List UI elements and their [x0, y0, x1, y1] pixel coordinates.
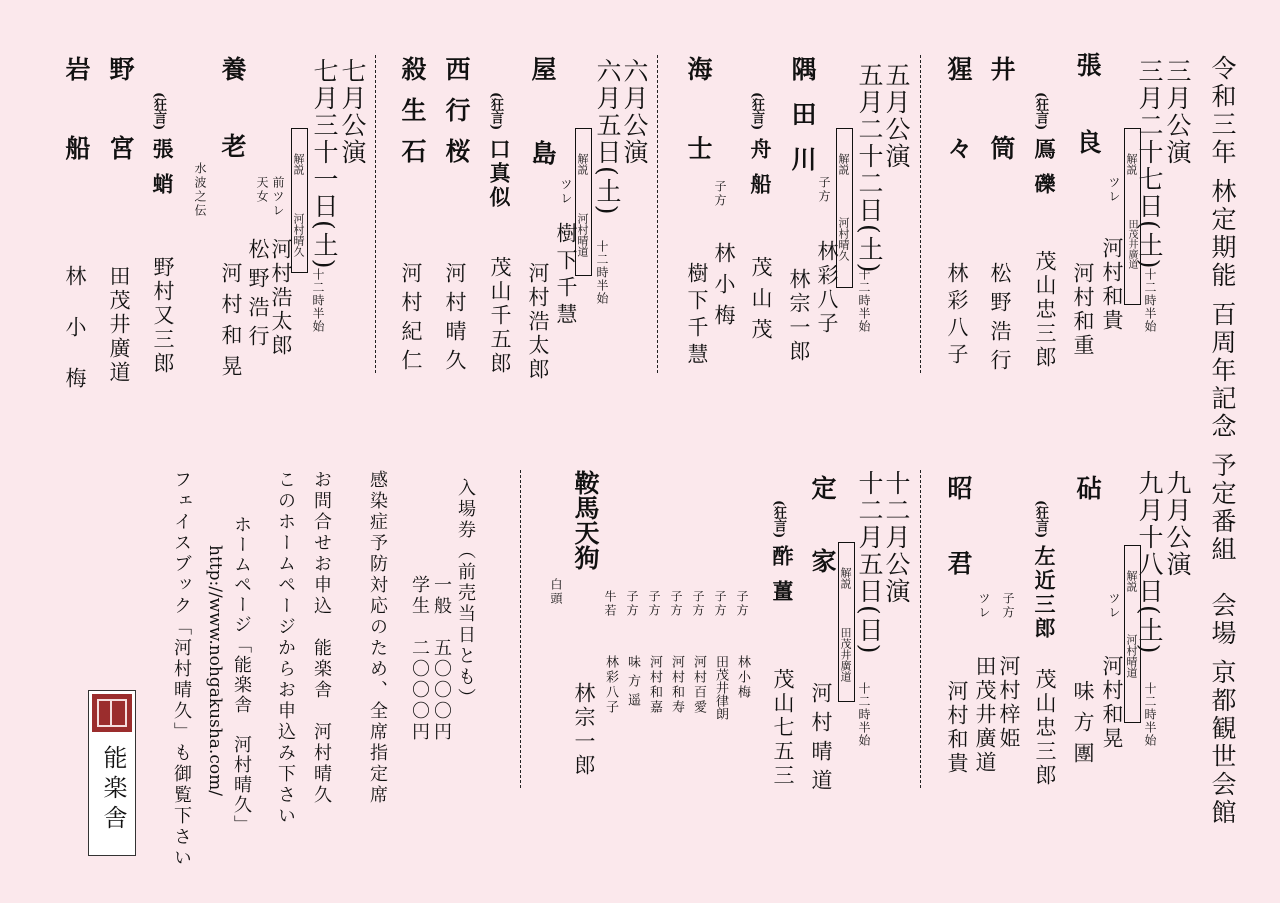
- may-start-time: 十二時半始: [857, 268, 871, 333]
- december-kid-2: 田茂井律朗: [713, 655, 728, 720]
- december-role-2: 子方: [713, 590, 727, 618]
- may-name-chisato: 樹下千慧: [685, 262, 709, 370]
- december-date: 十二月五日(日): [855, 470, 884, 656]
- december-kid-1: 林小梅: [735, 655, 750, 700]
- kaisetsu-label: 解説: [1125, 570, 1138, 592]
- december-heading: 十二月公演: [882, 470, 911, 605]
- june-kaisetsu-name: 河村晴道: [576, 213, 589, 257]
- september-kyogen-play: 左近三郎: [1032, 545, 1057, 641]
- july-play-saigyozakura: 西行桜: [442, 56, 471, 179]
- kaisetsu-label: 解説: [292, 153, 305, 175]
- separator-line: [920, 470, 921, 788]
- december-role-4: 子方: [669, 590, 683, 618]
- ticket-title: 入場券（前売当日とも）: [455, 478, 476, 709]
- kaisetsu-label: 解説: [576, 153, 589, 175]
- december-kaisetsu-box: [838, 542, 855, 702]
- may-date: 五月二十二日(土): [855, 62, 884, 275]
- july-play-sesshoseki: 殺生石: [398, 56, 427, 179]
- september-kyogen-mark: (狂言): [1033, 500, 1048, 539]
- july-play-nonomiya: 野宮: [106, 56, 135, 214]
- september-name-azusa: 河村梓姫: [997, 655, 1021, 751]
- december-kyogen-name: 茂山七五三: [771, 668, 795, 788]
- march-kaisetsu-box: [1124, 128, 1141, 305]
- september-kyogen-name: 茂山忠三郎: [1033, 668, 1057, 788]
- june-name-kotaro: 河村浩太郎: [526, 262, 550, 382]
- july-name-kotaro: 河村浩太郎: [269, 238, 293, 358]
- december-role-5: 子方: [647, 590, 661, 618]
- september-role-tsure: ツレ: [1107, 592, 1121, 620]
- may-role-kokata2: 子方: [713, 180, 727, 208]
- march-kyogen-play: 鳫礫: [1032, 138, 1057, 208]
- contact-line: お問合せお申込 能楽舎 河村晴久: [311, 470, 332, 806]
- september-kaisetsu-name: 河村晴道: [1125, 634, 1138, 678]
- june-play-shima: 島: [528, 140, 557, 165]
- march-start-time: 十二時半始: [1143, 268, 1157, 333]
- march-play-shojo: 猩々: [944, 56, 973, 214]
- september-play-shokun: 昭君: [944, 475, 973, 625]
- december-play-teika: 定家: [808, 475, 837, 621]
- july-sub-suiha: 水波之伝: [193, 162, 207, 218]
- september-name-mikata: 味方團: [1071, 680, 1095, 773]
- homepage-line: ホームページ「能楽舎 河村晴久」: [231, 515, 252, 835]
- june-play-ya: 屋: [528, 56, 557, 81]
- september-role-tsure2: ツレ: [977, 592, 991, 620]
- december-kyogen-mark: (狂言): [771, 500, 786, 539]
- march-role-tsure: ツレ: [1107, 176, 1121, 204]
- june-kyogen-play: 口真似: [487, 138, 512, 210]
- july-kyogen-name: 野村又三郎: [151, 256, 175, 376]
- ticket-general: 一般 五〇〇〇円: [431, 575, 452, 743]
- may-kaisetsu-name: 河村晴久: [837, 217, 850, 261]
- march-kyogen-mark: (狂言): [1033, 92, 1048, 131]
- may-kyogen-name: 茂山茂: [749, 256, 773, 349]
- may-play-sumidagawa: 隅田川: [788, 56, 817, 191]
- december-sub-hakuto: 白頭: [549, 578, 563, 606]
- may-play-ama: 海士: [684, 56, 713, 214]
- september-start-time: 十二時半始: [1143, 682, 1157, 747]
- may-name-koume: 林小梅: [712, 242, 736, 335]
- december-role-3: 子方: [691, 590, 705, 618]
- march-name-matsuno: 松野浩行: [988, 262, 1012, 378]
- nohgakusha-logo: [88, 690, 136, 856]
- july-name-tamoi: 田茂井廣道: [107, 265, 131, 385]
- july-play-yoro: 養老: [218, 56, 247, 210]
- may-heading: 五月公演: [882, 62, 911, 170]
- july-date: 七月三十一日(土): [310, 58, 339, 271]
- september-role-kokata: 子方: [1001, 592, 1015, 620]
- july-heading: 七月公演: [338, 58, 367, 166]
- page-title: 令和三年 林定期能 百周年記念 予定番組 会場 京都観世会館: [1208, 55, 1237, 827]
- september-heading: 九月公演: [1163, 470, 1192, 578]
- june-role-tsure: ツレ: [559, 178, 573, 206]
- march-name-hayashi: 林彩八子: [945, 262, 969, 370]
- june-heading: 六月公演: [620, 58, 649, 166]
- december-role-6: 子方: [625, 590, 639, 618]
- march-play-choryo: 張良: [1073, 52, 1102, 206]
- september-date: 九月十八日(土): [1135, 470, 1164, 656]
- july-start-time: 十二時半始: [311, 268, 325, 333]
- march-play-izutsu: 井筒: [987, 56, 1016, 214]
- separator-line: [375, 55, 376, 373]
- december-kid-5: 河村和嘉: [647, 655, 662, 715]
- july-kaisetsu-name: 河村晴久: [292, 213, 305, 257]
- july-role-maetsure: 前ツレ: [271, 176, 285, 218]
- december-play-kuramatengu: 鞍馬天狗: [571, 470, 600, 570]
- june-start-time: 十二時半始: [595, 240, 609, 305]
- september-name-tamoi: 田茂井廣道: [973, 655, 997, 775]
- june-kyogen-mark: (狂言): [488, 92, 503, 131]
- july-kyogen-mark: (狂言): [151, 92, 166, 131]
- december-start-time: 十二時半始: [857, 682, 871, 747]
- kaisetsu-label: 解説: [1125, 153, 1138, 175]
- june-name-chisato: 樹下千慧: [554, 222, 578, 330]
- may-name-ayako: 林彩八子: [815, 240, 839, 336]
- july-kaisetsu-box: [291, 128, 308, 273]
- july-name-matsuno: 松野浩行: [246, 238, 270, 354]
- kaisetsu-label: 解説: [837, 153, 850, 175]
- homepage-url[interactable]: http://www.nohgakusha.com/: [205, 545, 225, 796]
- july-name-koume: 林小梅: [63, 265, 87, 418]
- may-kyogen-mark: (狂言): [749, 92, 764, 131]
- kaisetsu-label: 解説: [839, 567, 852, 589]
- september-name-kazuaki: 河村和晃: [1100, 655, 1124, 751]
- december-kid-4: 河村和寿: [669, 655, 684, 715]
- separator-line: [657, 55, 658, 373]
- july-play-iwafune: 岩船: [62, 56, 91, 214]
- december-role-7: 牛若: [603, 590, 617, 618]
- june-kyogen-name: 茂山千五郎: [488, 256, 512, 376]
- march-kaisetsu-name: 田茂井廣道: [1126, 219, 1137, 269]
- september-play-kinuta: 砧: [1073, 475, 1102, 500]
- july-name-kazuaki: 河村和晃: [219, 262, 243, 386]
- july-kyogen-play: 張蛸: [150, 138, 175, 208]
- september-kaisetsu-box: [1124, 545, 1141, 723]
- logo-text: 能楽舎: [99, 745, 127, 835]
- december-kid-6: 味方遥: [625, 655, 640, 712]
- may-kyogen-play: 舟船: [748, 138, 773, 208]
- covid-notice: 感染症予防対応のため、全席指定席: [367, 470, 388, 806]
- facebook-line: フェイスブック「河村晴久」も御覧下さい: [171, 470, 192, 869]
- july-name-norihito: 河村紀仁: [399, 262, 423, 378]
- seal-icon: [92, 694, 132, 732]
- december-name-harumichi: 河村晴道: [809, 682, 833, 798]
- ticket-student: 学生 二〇〇〇円: [409, 575, 430, 743]
- december-name-soichiro: 林宗一郎: [572, 682, 596, 778]
- march-name-kazutaka: 河村和貴: [1100, 237, 1124, 333]
- december-role-1: 子方: [735, 590, 749, 618]
- march-name-kazushige: 河村和重: [1071, 262, 1095, 358]
- december-kid-7: 林彩八子: [603, 655, 618, 715]
- december-kaisetsu-name: 田茂井廣道: [839, 627, 852, 682]
- june-date: 六月五日(土): [593, 58, 622, 217]
- separator-line: [520, 470, 521, 788]
- may-role-kokata: 子方: [817, 176, 831, 204]
- july-name-haruhisa: 河村晴久: [443, 262, 467, 378]
- september-name-kazutaka: 河村和貴: [945, 680, 969, 776]
- separator-line: [920, 55, 921, 373]
- december-kid-3: 河村百愛: [691, 655, 706, 715]
- march-kyogen-name: 茂山忠三郎: [1033, 250, 1057, 370]
- december-kyogen-play: 酢薑: [770, 545, 795, 615]
- hp-apply-line: このホームページからお申込み下さい: [275, 470, 296, 827]
- march-date: 三月二十七日(土): [1135, 58, 1164, 271]
- may-name-soichiro: 林宗一郎: [787, 268, 811, 364]
- march-heading: 三月公演: [1163, 58, 1192, 166]
- july-role-tennyo: 天女: [255, 176, 269, 204]
